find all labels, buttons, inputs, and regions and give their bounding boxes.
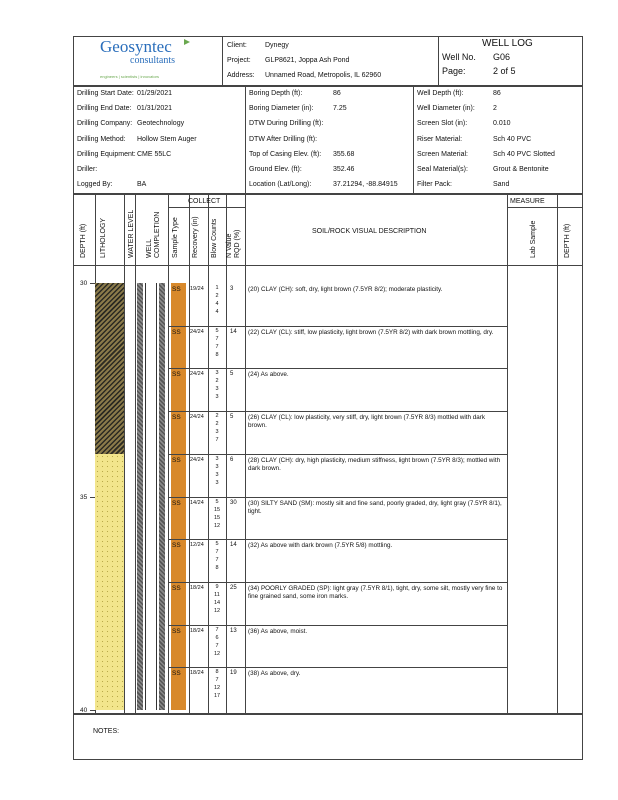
sample-recovery: 14/24 [190, 499, 204, 506]
info-value: Grout & Bentonite [493, 166, 549, 173]
page-label: Page: [442, 66, 466, 76]
info-value: 01/29/2021 [137, 90, 173, 97]
n-value-header: N Value RQD (%) [226, 229, 241, 258]
water-level-header: WATER LEVEL [128, 209, 135, 258]
blow-counts-header: Blow Counts [211, 218, 218, 258]
lab-sample-header: Lab Sample [530, 220, 537, 258]
blow-count: 15 [213, 514, 221, 521]
info-label: Well Diameter (in): [417, 105, 475, 113]
sample-recovery: 18/24 [190, 670, 204, 677]
sample-recovery: 18/24 [190, 584, 204, 591]
blow-count: 5 [215, 327, 219, 334]
blow-count: 5 [215, 498, 219, 505]
page-title: WELL LOG [482, 38, 533, 49]
blow-count: 2 [215, 293, 219, 299]
blow-count: 12 [213, 650, 221, 657]
info-value: CME 55LC [137, 150, 172, 158]
lithology-header: LITHOLOGY [100, 217, 107, 258]
n-value: 3 [230, 286, 234, 292]
blow-count: 7 [215, 677, 219, 684]
depth-header: DEPTH (ft) [80, 223, 87, 258]
sample-type: SS [172, 328, 181, 336]
blow-count: 2 [215, 413, 219, 420]
soil-description: (30) SILTY SAND (SM): mostly silt and fine sand, poorly graded, dry, light gray (7.5YR 8/1), tight. [248, 499, 502, 515]
well-no-value: G06 [493, 52, 511, 62]
project-label: Project: [227, 57, 251, 64]
depth-right-header: DEPTH (ft) [564, 223, 571, 258]
info-label: Seal Material(s): [417, 166, 468, 173]
depth-tick-label: 40 [80, 707, 88, 714]
blow-count: 8 [215, 565, 219, 572]
blow-count: 7 [215, 437, 219, 444]
sample-recovery: 24/24 [190, 456, 204, 463]
depth-tick-label: 35 [80, 493, 88, 501]
sample-recovery: 24/24 [190, 414, 204, 421]
sample-type: SS [172, 670, 181, 678]
sample-type: SS [172, 414, 181, 422]
info-label: Top of Casing Elev. (ft): [249, 150, 322, 158]
blow-count: 9 [215, 583, 219, 590]
info-label: Driller: [77, 166, 98, 173]
soil-description: (26) CLAY (CL): low plasticity, very stiff, dry, light brown (7.5YR 8/3) mottled with dark brown. [248, 414, 486, 430]
info-label: Ground Elev. (ft): [249, 166, 302, 173]
sample-recovery: 12/24 [190, 542, 204, 549]
blow-count: 12 [213, 522, 221, 529]
soil-description: (20) CLAY (CH): soft, dry, light brown (7.5YR 8/2); moderate plasticity. [248, 286, 443, 293]
info-label: Drilling Start Date: [77, 90, 134, 97]
client-value: Dynegy [265, 42, 289, 49]
blow-count: 4 [215, 301, 219, 307]
blow-count: 8 [215, 351, 219, 358]
info-label: Screen Slot (in): [417, 120, 468, 128]
soil-description: (22) CLAY (CL): stiff, low plasticity, light brown (7.5YR 8/2) with dark brown mottling, dry. [248, 328, 494, 336]
blow-count: 3 [215, 370, 219, 377]
blow-count: 12 [213, 685, 221, 692]
blow-count: 5 [215, 541, 219, 548]
info-value: 352.46 [333, 166, 355, 173]
soil-description: (34) POORLY GRADED (SP): light gray (7.5YR 8/1), tight, dry, some silt, mostly very fine to fine grained sand, some iron marks. [248, 584, 503, 600]
blow-count: 7 [215, 557, 219, 564]
well-no-label: Well No. [442, 52, 476, 62]
blow-count: 2 [215, 421, 219, 428]
blow-count: 8 [215, 669, 219, 676]
info-label: Boring Depth (ft): [249, 90, 303, 97]
info-label: Logged By: [77, 181, 113, 189]
n-value: 25 [230, 584, 237, 591]
blow-count: 14 [213, 599, 221, 606]
blow-count: 3 [215, 471, 219, 478]
client-label: Client: [227, 42, 247, 49]
sample-type: SS [172, 627, 181, 635]
n-value: 30 [230, 499, 237, 506]
address-value: Unnamed Road, Metropolis, IL 62960 [265, 72, 382, 79]
n-value: 13 [230, 627, 237, 634]
grout-seal [159, 283, 165, 710]
sample-recovery: 24/24 [190, 371, 204, 378]
info-value: 355.68 [333, 150, 355, 158]
sample-type-header: Sample Type [172, 217, 179, 258]
info-value: 86 [333, 90, 341, 97]
blow-count: 11 [214, 591, 220, 598]
info-label: Well Depth (ft): [417, 90, 464, 97]
blow-count: 1 [215, 285, 219, 291]
sample-type: SS [172, 584, 181, 592]
info-label: Drilling Equipment: [77, 150, 136, 158]
blow-count: 12 [213, 607, 221, 614]
lithology-clay [95, 283, 124, 454]
logo-subtitle: consultants [130, 55, 175, 66]
info-value: Geotechnology [137, 120, 185, 128]
sample-type: SS [172, 499, 181, 507]
soil-description: (32) As above with dark brown (7.5YR 5/8) mottling. [248, 542, 393, 550]
info-value: Sand [493, 181, 510, 189]
n-value: 5 [230, 371, 234, 378]
blow-count: 2 [215, 378, 219, 385]
blow-count: 3 [215, 463, 219, 470]
info-value: 0.010 [493, 120, 511, 128]
lithology-sand [95, 454, 124, 710]
n-value: 14 [230, 542, 237, 549]
info-value: 86 [493, 90, 501, 97]
info-value: Sch 40 PVC Slotted [493, 150, 555, 158]
n-value: 19 [230, 670, 237, 677]
well-completion-header: WELL COMPLETION [146, 211, 161, 258]
blow-count: 7 [215, 335, 219, 342]
info-label: Drilling End Date: [77, 105, 132, 113]
blow-count: 7 [215, 642, 219, 649]
company-logo: Geosyntec [100, 37, 172, 56]
depth-tick-label: 30 [80, 280, 88, 287]
measure-header: MEASURE [510, 198, 545, 205]
n-value: 14 [230, 328, 237, 335]
info-value: BA [137, 181, 147, 189]
blow-count: 15 [213, 506, 221, 513]
sample-recovery: 19/24 [190, 286, 204, 292]
info-value: Hollow Stem Auger [137, 135, 197, 143]
blow-count: 3 [215, 479, 219, 486]
sample-type: SS [172, 286, 181, 293]
n-value: 6 [230, 456, 234, 463]
sample-type: SS [172, 456, 181, 464]
info-label: DTW During Drilling (ft): [249, 120, 324, 128]
info-label: Drilling Method: [77, 135, 126, 143]
info-label: Boring Diameter (in): [249, 105, 314, 113]
recovery-header: Recovery (in) [192, 216, 199, 258]
sample-type: SS [172, 371, 181, 379]
logo-triangle-icon [184, 39, 190, 45]
blow-count: 7 [215, 626, 219, 633]
info-label: Screen Material: [417, 150, 468, 158]
notes-label: NOTES: [93, 728, 120, 735]
info-label: Location (Lat/Long): [249, 181, 312, 189]
well-riser [145, 283, 157, 710]
blow-count: 3 [215, 429, 219, 436]
info-value: Sch 40 PVC [493, 135, 532, 143]
sample-type: SS [172, 542, 181, 550]
info-label: Filter Pack: [417, 181, 453, 189]
collect-header: COLLECT [188, 198, 221, 205]
sample-recovery: 18/24 [190, 627, 204, 634]
blow-count: 6 [215, 634, 219, 641]
blow-count: 4 [215, 309, 219, 315]
sample-recovery: 24/24 [190, 328, 204, 335]
info-value: 37.21294, -88.84915 [333, 181, 398, 189]
blow-count: 3 [215, 394, 219, 401]
soil-description: (36) As above, moist. [248, 627, 308, 635]
info-label: DTW After Drilling (ft): [249, 135, 318, 143]
soil-description: (38) As above, dry. [248, 670, 301, 678]
blow-count: 3 [215, 455, 219, 462]
blow-count: 17 [213, 693, 221, 700]
info-value: 7.25 [333, 105, 347, 113]
n-value: 5 [230, 414, 234, 421]
soil-description: (24) As above. [248, 371, 289, 379]
blow-count: 7 [215, 343, 219, 350]
blow-count: 3 [215, 386, 219, 393]
description-header: SOIL/ROCK VISUAL DESCRIPTION [312, 228, 427, 235]
page-value: 2 of 5 [493, 66, 516, 76]
project-value: GLP8621, Joppa Ash Pond [265, 57, 350, 64]
blow-count: 7 [215, 549, 219, 556]
logo-tagline: engineers | scientists | innovators [100, 74, 159, 79]
info-label: Riser Material: [417, 135, 463, 143]
info-value: 01/31/2021 [137, 105, 173, 113]
notes-box [73, 714, 583, 760]
address-label: Address: [227, 72, 255, 79]
info-value: 2 [493, 105, 497, 113]
info-label: Drilling Company: [77, 120, 133, 128]
grout-seal [137, 283, 143, 710]
soil-description: (28) CLAY (CH): dry, high plasticity, medium stiffness, light brown (7.5YR 8/3); mottled with dark brown. [248, 456, 501, 472]
